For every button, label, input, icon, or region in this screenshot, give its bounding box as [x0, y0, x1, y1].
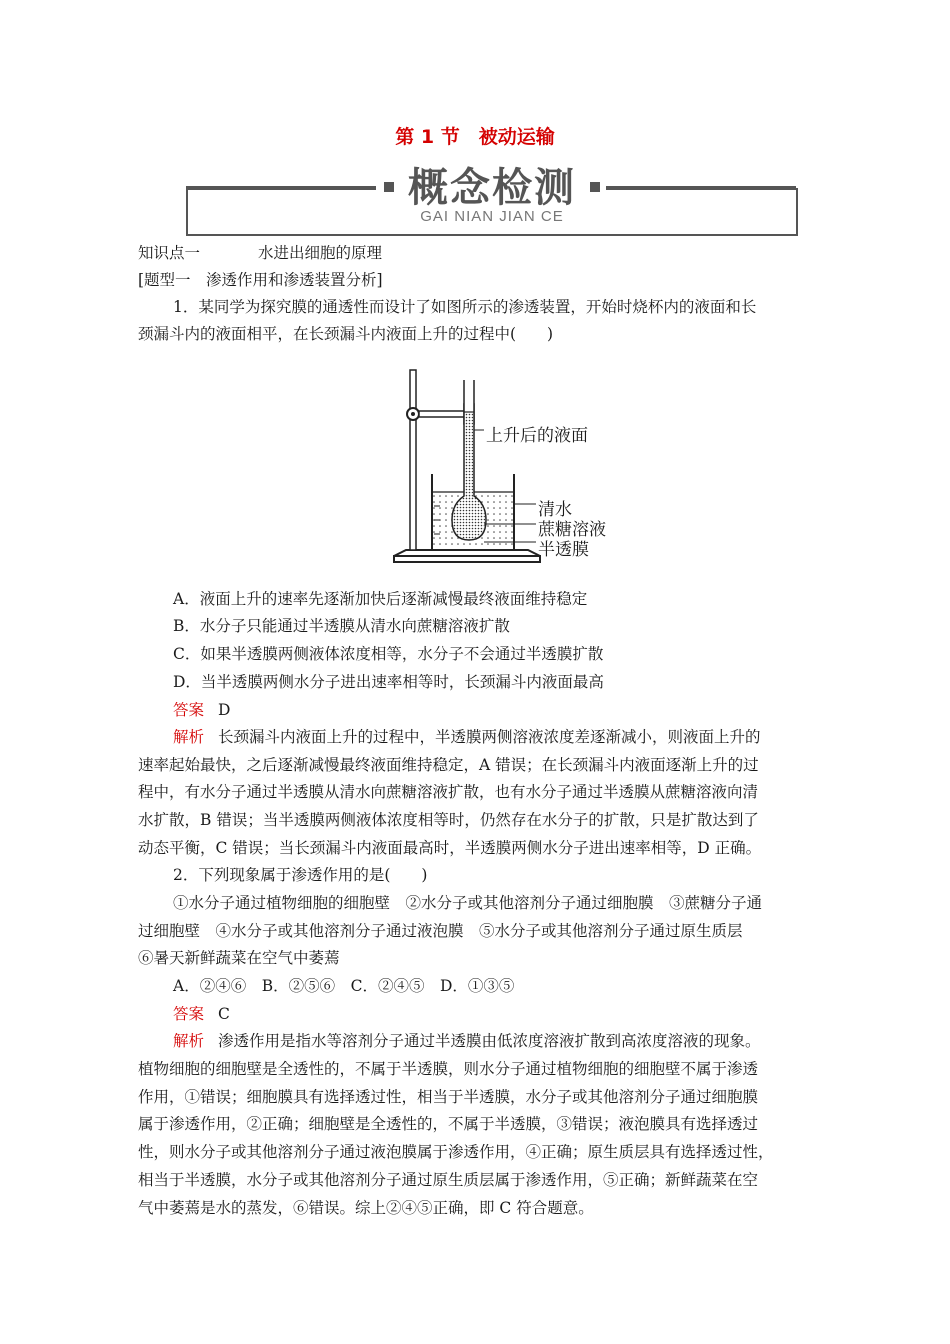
q1-analysis-line-5: 动态平衡，C 错误；当长颈漏斗内液面最高时，半透膜两侧水分子进出速率相等，D 正确。 [138, 839, 762, 857]
question-type-heading: [题型一 渗透作用和渗透装置分析] [138, 271, 383, 289]
sucrose-label: 蔗糖溶液 [538, 520, 606, 540]
q1-answer-value: D [218, 701, 231, 719]
q2-analysis-line-2: 植物细胞的细胞壁是全透性的，不属于半透膜，则水分子通过植物细胞的细胞壁不属于渗透 [138, 1060, 759, 1078]
raised-level-label: 上升后的液面 [486, 426, 588, 446]
knowledge-point-title: 水进出细胞的原理 [258, 244, 383, 262]
knowledge-point-heading [138, 243, 382, 263]
q2-analysis-line-6: 相当于半透膜，水分子或其他溶剂分子通过原生质层属于渗透作用，⑤正确；新鲜蔬菜在空 [138, 1171, 759, 1189]
lesson-title: 第 1 节 被动运输 [395, 126, 555, 148]
q2-analysis-line-5: 性，则水分子或其他溶剂分子通过液泡膜属于渗透作用，④正确；原生质层具有选择透过性， [138, 1143, 774, 1161]
concept-check-banner [186, 152, 798, 238]
membrane-label: 半透膜 [538, 540, 589, 560]
q2-stem: 2．下列现象属于渗透作用的是( ) [173, 866, 428, 884]
banner-main-text: 概念检测 [408, 165, 576, 211]
q2-answer-value: C [218, 1005, 230, 1023]
q1-analysis-line-4: 水扩散，B 错误；当半透膜两侧液体浓度相等时，仍然存在水分子的扩散，只是扩散达到了 [138, 811, 759, 829]
q2-analysis-line-7: 气中萎蔫是水的蒸发，⑥错误。综上②④⑤正确，即 C 符合题意。 [138, 1199, 594, 1217]
q1-analysis-line-3: 程中，有水分子通过半透膜从清水向蔗糖溶液扩散，也有水分子通过半透膜从蔗糖溶液向清 [138, 783, 759, 801]
osmosis-apparatus-figure [372, 356, 620, 572]
q1-answer-label: 答案 [173, 701, 205, 719]
q2-options: A．②④⑥ B．②⑤⑥ C．②④⑤ D．①③⑤ [173, 977, 515, 995]
q1-analysis-line-2: 速率起始最快，之后逐渐减慢最终液面维持稳定，A 错误；在长颈漏斗内液面逐渐上升的过 [138, 756, 759, 774]
q1-option-d: D．当半透膜两侧水分子进出速率相等时，长颈漏斗内液面最高 [173, 673, 604, 691]
knowledge-point-label: 知识点一 [138, 244, 201, 262]
q1-option-b: B．水分子只能通过半透膜从清水向蔗糖溶液扩散 [173, 617, 510, 635]
q2-answer-label: 答案 [173, 1005, 205, 1023]
q1-option-c: C．如果半透膜两侧液体浓度相等，水分子不会通过半透膜扩散 [173, 645, 604, 663]
q1-analysis-first-line [173, 727, 761, 747]
water-label: 清水 [538, 500, 572, 520]
q1-analysis-text-1: 长颈漏斗内液面上升的过程中，半透膜两侧溶液浓度差逐渐减小，则液面上升的 [218, 728, 761, 746]
q2-analysis-label: 解析 [173, 1032, 205, 1050]
q2-analysis-line-4: 属于渗透作用，②正确；细胞壁是全透性的，不属于半透膜，③错误；液泡膜具有选择透过 [138, 1115, 759, 1133]
q1-analysis-label: 解析 [173, 728, 205, 746]
q1-stem-line-2: 颈漏斗内的液面相平，在长颈漏斗内液面上升的过程中( ) [138, 325, 554, 343]
q1-answer-line [173, 700, 230, 720]
banner-sub-text: GAI NIAN JIAN CE [420, 208, 564, 225]
q2-analysis-text-1: 渗透作用是指水等溶剂分子通过半透膜由低浓度溶液扩散到高浓度溶液的现象。 [218, 1032, 761, 1050]
q2-items-line-2: 过细胞壁 ④水分子或其他溶剂分子通过液泡膜 ⑤水分子或其他溶剂分子通过原生质层 [138, 922, 743, 940]
q2-answer-line [173, 1004, 230, 1024]
q1-option-a: A．液面上升的速率先逐渐加快后逐渐减慢最终液面维持稳定 [173, 590, 588, 608]
q2-items-line-1: ①水分子通过植物细胞的细胞壁 ②水分子或其他溶剂分子通过细胞膜 ③蔗糖分子通 [173, 894, 763, 912]
q1-stem-line-1: 1．某同学为探究膜的通透性而设计了如图所示的渗透装置，开始时烧杯内的液面和长 [173, 298, 757, 316]
q2-items-line-3: ⑥暑天新鲜蔬菜在空气中萎蔫 [138, 949, 340, 967]
q2-analysis-first-line [173, 1031, 761, 1051]
q2-analysis-line-3: 作用，①错误；细胞膜具有选择透过性，相当于半透膜，水分子或其他溶剂分子通过细胞膜 [138, 1088, 759, 1106]
